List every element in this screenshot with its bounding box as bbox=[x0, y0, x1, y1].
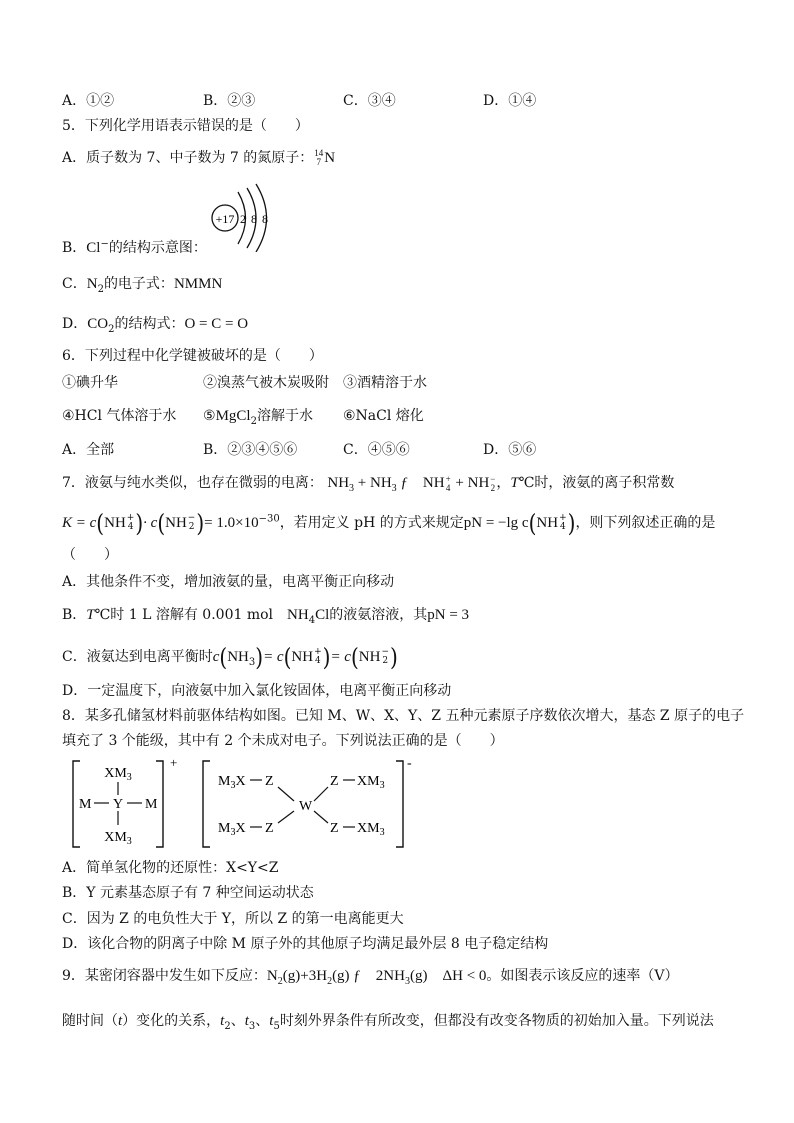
eq-nh2: + NH bbox=[455, 475, 490, 491]
q8-stem-line-2: 填充了 3 个能级，其中有 2 个未成对电子。下列说法正确的是（ ） bbox=[62, 733, 504, 749]
q9-line2-b: ）变化的关系， bbox=[122, 1013, 221, 1029]
element-symbol: N bbox=[324, 150, 336, 166]
k-expr-2: · c bbox=[143, 515, 158, 531]
q5-stem: 5．下列化学用语表示错误的是（ ） bbox=[62, 118, 309, 134]
n2-formula: N bbox=[86, 276, 98, 292]
t5-symbol: t bbox=[269, 1013, 274, 1029]
cation-center-y: Y bbox=[112, 797, 124, 812]
q6-item-4: ④HCl 气体溶于水 bbox=[62, 408, 177, 424]
q6-option-a: A．全部 bbox=[62, 442, 115, 458]
cation-right-m: M bbox=[145, 797, 158, 812]
q7-stem-line-1 bbox=[62, 473, 674, 493]
c-symbol: c bbox=[212, 649, 220, 665]
anion-bracket-right bbox=[396, 761, 403, 847]
q6-item-2: ②溴蒸气被木炭吸附 bbox=[203, 375, 329, 391]
q9-stem-text-2: 。如图表示该反应的速率（V） bbox=[486, 968, 679, 984]
q7-answer-blank: （ ） bbox=[62, 547, 118, 563]
q5-option-b-label: B． bbox=[62, 240, 87, 256]
q4-option-b: B．②③ bbox=[203, 93, 256, 109]
q7-stem-text-3: ，若用定义 pH 的方式来规定 bbox=[279, 515, 464, 531]
q6-item-5 bbox=[203, 406, 313, 426]
electron-formula: NMMN bbox=[173, 276, 223, 292]
q5-option-b bbox=[62, 238, 207, 258]
q7-option-c-text: C．液氨达到电离平衡时 bbox=[62, 649, 213, 665]
q9-equation: $N_2(g)+3H_2(g)$ ƒ $2NH_3(g)$ ΔH < 0 bbox=[266, 968, 487, 987]
q6-item-5-text: 溶解于水 bbox=[256, 408, 313, 424]
bond-z-w-tl bbox=[278, 787, 294, 801]
equilibrium-arrow: ƒ bbox=[400, 475, 408, 491]
anion-center-w: W bbox=[299, 799, 313, 814]
pn-value: pN = 3 bbox=[427, 607, 470, 623]
q6-item-5-num: ⑤ bbox=[203, 408, 216, 424]
mgcl2-formula: MgCl bbox=[215, 408, 251, 424]
cation-bottom-xm: $XM_3$ bbox=[104, 830, 132, 847]
q5-option-c-label: C． bbox=[62, 276, 87, 292]
co2-subscript: 2 bbox=[108, 323, 115, 335]
q7-stem-text-4: ，则下列叙述正确的是 bbox=[575, 515, 716, 531]
q6-item-3: ③酒精溶于水 bbox=[343, 375, 427, 391]
anion-bracket-left bbox=[203, 761, 210, 847]
q9-eq-nh3: (g) ƒ 2NH bbox=[332, 968, 405, 984]
q8-option-d: D．该化合物的阴离子中除 M 原子外的其他原子均满足最外层 8 电子稳定结构 bbox=[62, 936, 549, 952]
q4-option-a: A．①② bbox=[62, 93, 115, 109]
q5-option-a-label: A．质子数为 7、中子数为 7 的氮原子： bbox=[62, 150, 314, 166]
q8-structure-diagram bbox=[66, 757, 426, 853]
anion-top-left-m3x: $M_3X$ bbox=[218, 774, 246, 791]
q7-option-d: D．一定温度下，向液氨中加入氯化铵固体，电离平衡正向移动 bbox=[62, 683, 452, 699]
q9-line2-a: 随时间（ bbox=[62, 1013, 118, 1029]
q9-eq-enthalpy: (g) ΔH < 0 bbox=[409, 968, 487, 984]
shell-electrons-1: 2 bbox=[240, 212, 246, 226]
q7-option-a: A．其他条件不变，增加液氨的量，电离平衡正向移动 bbox=[62, 574, 395, 590]
anion-bottom-left-z: Z bbox=[265, 821, 274, 836]
q5-option-d-text: 的结构式： bbox=[114, 316, 185, 332]
q7-option-b: B．T℃时 1 L 溶解有 0.001 mol $NH_4Cl$的液氨溶液，其pN = 3 bbox=[62, 607, 470, 626]
q6-item-1: ①碘升华 bbox=[62, 375, 118, 391]
structural-formula: O = C = O bbox=[184, 316, 249, 332]
q5-option-b-text: 的结构示意图： bbox=[108, 240, 207, 256]
q6-option-c: C．④⑤⑥ bbox=[343, 442, 410, 458]
nh4cl-formula: NH bbox=[287, 607, 309, 623]
q9-stem-line-2: 随时间（t）变化的关系，$t_2$、$t_3$、$t_5$时刻外界条件有所改变，但都没有改变各物质的初始加入量。下列说法 bbox=[62, 1013, 714, 1032]
chloride-symbol: Cl bbox=[86, 240, 101, 256]
eq-nh4: NH bbox=[422, 475, 445, 491]
q5-option-c bbox=[62, 274, 222, 294]
q6-option-d: D．⑤⑥ bbox=[483, 442, 537, 458]
q5-option-d-label: D． bbox=[62, 316, 88, 332]
q9-stem-line-1 bbox=[62, 966, 679, 986]
pn-definition: pN = −lg c bbox=[463, 515, 529, 531]
q8-stem-line-1: 8．某多孔储氢材料前驱体结构如图。已知 M、W、X、Y、Z 五种元素原子序数依次增大，基态 Z 原子的电子 bbox=[62, 708, 745, 724]
q5-option-c-text: 的电子式： bbox=[103, 276, 174, 292]
cl-ion-structure-diagram bbox=[205, 182, 283, 252]
q4-option-d: D．①④ bbox=[483, 93, 537, 109]
mgcl2-subscript: 2 bbox=[250, 415, 257, 427]
q7-option-b-text: ℃时 1 L 溶解有 0.001 mol bbox=[94, 607, 274, 623]
q4-option-c: C．③④ bbox=[343, 93, 396, 109]
q8-option-c: C．因为 Z 的电负性大于 Y，所以 Z 的第一电离能更大 bbox=[62, 911, 404, 927]
q7-comma: ， bbox=[496, 475, 511, 491]
ion-charge: − bbox=[100, 238, 109, 250]
q6-stem: 6．下列过程中化学键被破坏的是（ ） bbox=[62, 348, 323, 364]
bond-w-z-tr bbox=[314, 787, 328, 801]
n2-subscript: 2 bbox=[97, 283, 104, 295]
temperature-symbol-b: T bbox=[86, 607, 95, 623]
shell-electrons-2: 8 bbox=[251, 212, 257, 226]
t2-symbol: t bbox=[220, 1013, 225, 1029]
q7-option-b-label: B． bbox=[62, 607, 87, 623]
anion-bottom-left-m3x: $M_3X$ bbox=[218, 821, 246, 838]
anion-top-left-z: Z bbox=[265, 774, 274, 789]
q9-eq-n: N bbox=[266, 968, 278, 984]
equals-c-1: = c bbox=[263, 649, 284, 665]
q7-option-c: C．液氨达到电离平衡时$c(NH_3)= c(NH$ + 4 )= c(NH − 2 ) bbox=[62, 642, 398, 672]
q5-option-d bbox=[62, 314, 248, 334]
t3-symbol: t bbox=[244, 1013, 249, 1029]
atomic-number: 7 bbox=[316, 157, 322, 167]
q8-option-b: B．Y 元素基态原子有 7 种空间运动状态 bbox=[62, 885, 314, 901]
cation-left-m: M bbox=[79, 797, 92, 812]
eq-nh3-b: + NH bbox=[357, 475, 392, 491]
q7-stem-line-2: K = c(NH + 4 )· c(NH − 2 )= $1.0\times 10^{-30}$，若用定义 pH 的方式来规定pN = −lg c(NH + 4 )，则下列叙述正确的是 bbox=[62, 508, 716, 538]
q7-option-b-text-2: 的液氨溶液，其 bbox=[329, 607, 428, 623]
bond-z-w-bl bbox=[278, 811, 294, 823]
anion-charge: - bbox=[407, 757, 412, 771]
q5-option-a bbox=[62, 148, 335, 168]
nh4cl-cl: Cl bbox=[315, 607, 330, 623]
temperature-symbol: T bbox=[510, 475, 519, 491]
co2-formula: CO bbox=[87, 316, 109, 332]
anion-top-right-z: Z bbox=[330, 774, 339, 789]
shell-electrons-3: 8 bbox=[262, 212, 268, 226]
q9-eq-h2: (g)+3H bbox=[282, 968, 328, 984]
nucleus-charge: +17 bbox=[215, 212, 235, 226]
ionization-equation: $NH_3 + NH_3$ ƒ NH + 4 + NH − 2 bbox=[327, 473, 496, 494]
k-expr-1: K = c bbox=[62, 515, 97, 531]
q7-stem-text-2: ℃时，液氨的离子积常数 bbox=[518, 475, 675, 491]
q8-option-a: A．简单氢化物的还原性：X<Y<Z bbox=[62, 860, 279, 876]
q7-stem-text: 7．液氨与纯水类似，也存在微弱的电离： bbox=[62, 475, 323, 491]
anion-bottom-right-xm3: $XM_3$ bbox=[357, 821, 385, 838]
k-expr-3: = 1.0×10 bbox=[204, 515, 259, 531]
k-exponent: −30 bbox=[258, 513, 280, 525]
q6-item-6: ⑥NaCl 熔化 bbox=[343, 408, 424, 424]
anion-top-right-xm3: $XM_3$ bbox=[357, 774, 385, 791]
q9-stem-text: 9．某密闭容器中发生如下反应： bbox=[62, 968, 267, 984]
q9-line2-c: 时刻外界条件有所改变，但都没有改变各物质的初始加入量。下列说法 bbox=[279, 1013, 714, 1029]
cation-charge: + bbox=[170, 757, 178, 770]
bond-w-z-br bbox=[314, 811, 328, 823]
mass-number: 14 bbox=[314, 148, 324, 158]
equals-c-2: = c bbox=[330, 649, 351, 665]
eq-nh3-a: NH bbox=[327, 475, 350, 491]
time-symbol: t bbox=[118, 1013, 123, 1029]
nuclide-notation bbox=[314, 149, 323, 167]
anion-bottom-right-z: Z bbox=[330, 821, 339, 836]
q6-option-b: B．②③④⑤⑥ bbox=[203, 442, 298, 458]
cation-top-xm: $XM_3$ bbox=[104, 766, 132, 783]
